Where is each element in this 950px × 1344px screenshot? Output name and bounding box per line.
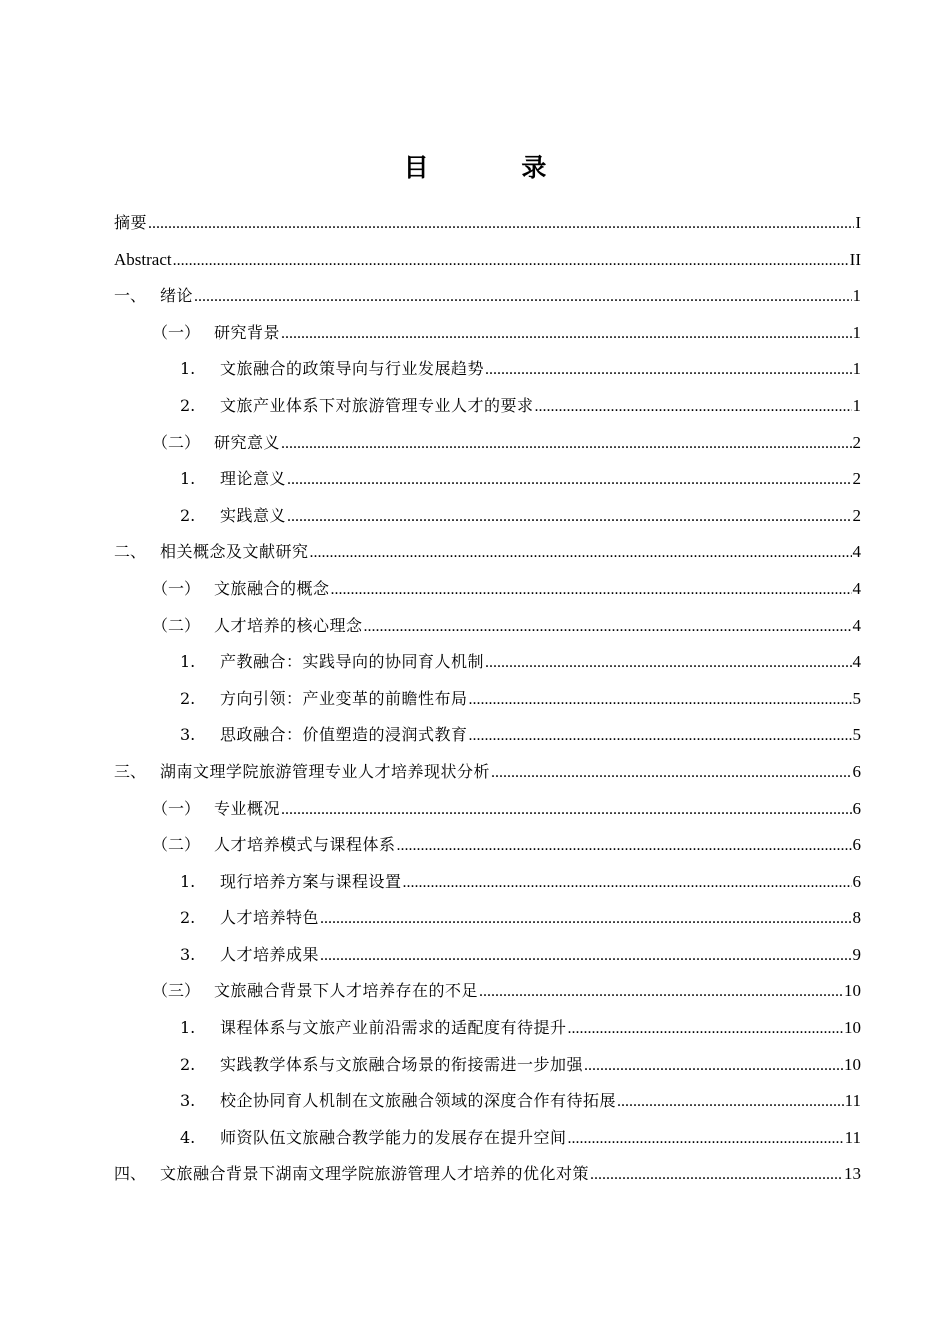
toc-entry-page-number: II — [849, 249, 861, 269]
toc-entry-page-number: 2 — [852, 505, 861, 525]
dot-leader — [310, 535, 852, 572]
toc-entry[interactable] — [114, 900, 861, 937]
dot-leader — [194, 279, 851, 316]
toc-entry-page-number: 13 — [844, 1164, 861, 1184]
toc-entry-page-number: 6 — [852, 871, 861, 891]
toc-entry-title: 文旅融合的概念 — [214, 578, 330, 598]
toc-entry-page-number: 1 — [852, 322, 861, 342]
toc-entry[interactable] — [114, 351, 861, 388]
toc-entry-page-number: 8 — [852, 908, 861, 928]
toc-entry-number: 四、 — [114, 1164, 147, 1184]
toc-entry-title: 研究意义 — [214, 432, 281, 452]
toc-entry-number: （一） — [152, 322, 201, 342]
toc-entry-number: 二、 — [114, 542, 147, 562]
toc-entry-title: 实践教学体系与文旅融合场景的衔接需进一步加强 — [220, 1054, 584, 1074]
dot-leader — [281, 316, 851, 353]
toc-entry-number: 1. — [180, 359, 196, 379]
toc-entry[interactable] — [114, 717, 861, 754]
toc-entry-title: 人才培养模式与课程体系 — [214, 835, 396, 855]
toc-entry[interactable] — [114, 315, 861, 352]
toc-entry-title: 相关概念及文献研究 — [160, 542, 309, 562]
toc-entry[interactable] — [114, 388, 861, 425]
dot-leader — [568, 1011, 843, 1048]
toc-entry-title: 思政融合：价值塑造的浸润式教育 — [220, 725, 468, 745]
toc-entry-title: 文旅融合背景下湖南文理学院旅游管理人才培养的优化对策 — [160, 1164, 590, 1184]
dot-leader — [320, 901, 851, 938]
dot-leader — [287, 499, 851, 536]
toc-entry-number: 2. — [180, 1054, 196, 1074]
toc-entry-title: 方向引领：产业变革的前瞻性布局 — [220, 688, 468, 708]
dot-leader — [173, 243, 849, 280]
dot-leader — [320, 938, 851, 975]
toc-entry[interactable] — [114, 1047, 861, 1084]
toc-entry-number: 3. — [180, 1091, 196, 1111]
toc-entry[interactable] — [114, 242, 861, 279]
toc-entry-number: 2. — [180, 908, 196, 928]
toc-entry[interactable] — [114, 1120, 861, 1157]
dot-leader — [535, 389, 852, 426]
toc-entry-page-number: 5 — [852, 688, 861, 708]
toc-entry-title: 人才培养特色 — [220, 908, 320, 928]
toc-entry-number: （二） — [152, 835, 201, 855]
toc-entry[interactable] — [114, 1010, 861, 1047]
toc-entry-title: 专业概况 — [214, 798, 281, 818]
toc-entry-title: 绪论 — [160, 286, 194, 306]
table-of-contents — [114, 205, 861, 1193]
toc-entry-title: 课程体系与文旅产业前沿需求的适配度有待提升 — [220, 1018, 567, 1038]
toc-entry-page-number: 4 — [852, 578, 861, 598]
toc-entry-page-number: 1 — [852, 395, 861, 415]
toc-entry[interactable] — [114, 278, 861, 315]
dot-leader — [287, 462, 851, 499]
toc-entry[interactable] — [114, 973, 861, 1010]
dot-leader — [491, 755, 851, 792]
toc-entry[interactable] — [114, 205, 861, 242]
toc-entry[interactable] — [114, 681, 861, 718]
toc-entry-title: Abstract — [114, 249, 172, 269]
toc-entry-number: （三） — [152, 981, 201, 1001]
dot-leader — [281, 792, 851, 829]
toc-entry[interactable] — [114, 498, 861, 535]
toc-entry-title: 理论意义 — [220, 469, 287, 489]
toc-entry-number: 1. — [180, 871, 196, 891]
toc-entry-page-number: 10 — [844, 1054, 861, 1074]
toc-entry-number: 2. — [180, 505, 196, 525]
toc-entry-page-number: 6 — [852, 798, 861, 818]
toc-entry-number: （一） — [152, 578, 201, 598]
toc-entry-title: 文旅融合背景下人才培养存在的不足 — [214, 981, 479, 1001]
toc-entry-page-number: I — [855, 213, 861, 232]
dot-leader — [469, 718, 852, 755]
toc-entry-page-number: 1 — [852, 286, 861, 306]
toc-entry-page-number: 10 — [844, 1018, 861, 1038]
toc-entry-page-number: 9 — [852, 944, 861, 964]
toc-entry[interactable] — [114, 425, 861, 462]
toc-entry-number: （一） — [152, 798, 201, 818]
toc-entry-number: （二） — [152, 432, 201, 452]
toc-entry-page-number: 6 — [852, 835, 861, 855]
toc-entry-title: 实践意义 — [220, 505, 287, 525]
toc-entry[interactable] — [114, 791, 861, 828]
toc-entry[interactable] — [114, 461, 861, 498]
toc-entry[interactable] — [114, 1083, 861, 1120]
toc-entry[interactable] — [114, 937, 861, 974]
dot-leader — [364, 609, 852, 646]
toc-entry-page-number: 4 — [852, 615, 861, 635]
toc-entry[interactable] — [114, 827, 861, 864]
toc-entry-title: 校企协同育人机制在文旅融合领域的深度合作有待拓展 — [220, 1091, 617, 1111]
dot-leader — [469, 682, 852, 719]
toc-entry[interactable] — [114, 864, 861, 901]
toc-entry-title: 湖南文理学院旅游管理专业人才培养现状分析 — [160, 761, 491, 781]
toc-entry-title: 文旅融合的政策导向与行业发展趋势 — [220, 359, 485, 379]
dot-leader — [485, 645, 851, 682]
toc-entry-number: 1. — [180, 1018, 196, 1038]
toc-entry-title: 摘要 — [114, 213, 148, 232]
toc-entry-number: 3. — [180, 725, 196, 745]
toc-entry[interactable] — [114, 571, 861, 608]
toc-entry-number: 三、 — [114, 761, 147, 781]
toc-entry-page-number: 11 — [844, 1127, 861, 1147]
dot-leader — [148, 206, 854, 243]
dot-leader — [397, 828, 852, 865]
toc-title: 目 录 — [403, 153, 589, 182]
toc-entry-page-number: 10 — [844, 981, 861, 1001]
toc-entry-page-number: 1 — [852, 359, 861, 379]
toc-entry-title: 现行培养方案与课程设置 — [220, 871, 402, 891]
toc-entry-page-number: 4 — [852, 652, 861, 672]
toc-entry-title: 研究背景 — [214, 322, 281, 342]
toc-entry-title: 师资队伍文旅融合教学能力的发展存在提升空间 — [220, 1127, 567, 1147]
dot-leader — [617, 1084, 844, 1121]
dot-leader — [331, 572, 852, 609]
toc-entry[interactable] — [114, 608, 861, 645]
toc-entry-page-number: 4 — [852, 542, 861, 562]
toc-entry-title: 人才培养的核心理念 — [214, 615, 363, 635]
toc-entry-number: 1. — [180, 652, 196, 672]
toc-entry-number: 1. — [180, 469, 196, 489]
toc-entry-page-number: 2 — [852, 432, 861, 452]
dot-leader — [485, 352, 851, 389]
dot-leader — [584, 1048, 843, 1085]
dot-leader — [479, 974, 843, 1011]
dot-leader — [281, 426, 851, 463]
toc-entry-title: 文旅产业体系下对旅游管理专业人才的要求 — [220, 395, 534, 415]
toc-entry-number: 一、 — [114, 286, 147, 306]
toc-entry-number: 4. — [180, 1127, 196, 1147]
toc-entry[interactable] — [114, 1156, 861, 1193]
toc-entry-title: 产教融合：实践导向的协同育人机制 — [220, 652, 485, 672]
toc-entry-number: 2. — [180, 688, 196, 708]
dot-leader — [590, 1157, 843, 1194]
toc-entry[interactable] — [114, 534, 861, 571]
toc-entry-number: （二） — [152, 615, 201, 635]
toc-entry-page-number: 6 — [852, 761, 861, 781]
toc-entry-number: 2. — [180, 395, 196, 415]
toc-entry-number: 3. — [180, 944, 196, 964]
toc-entry-page-number: 5 — [852, 725, 861, 745]
dot-leader — [568, 1121, 844, 1158]
toc-entry-page-number: 2 — [852, 469, 861, 489]
dot-leader — [403, 865, 852, 902]
toc-entry-title: 人才培养成果 — [220, 944, 320, 964]
toc-entry-page-number: 11 — [844, 1091, 861, 1111]
toc-entry[interactable] — [114, 754, 861, 791]
toc-entry[interactable] — [114, 644, 861, 681]
